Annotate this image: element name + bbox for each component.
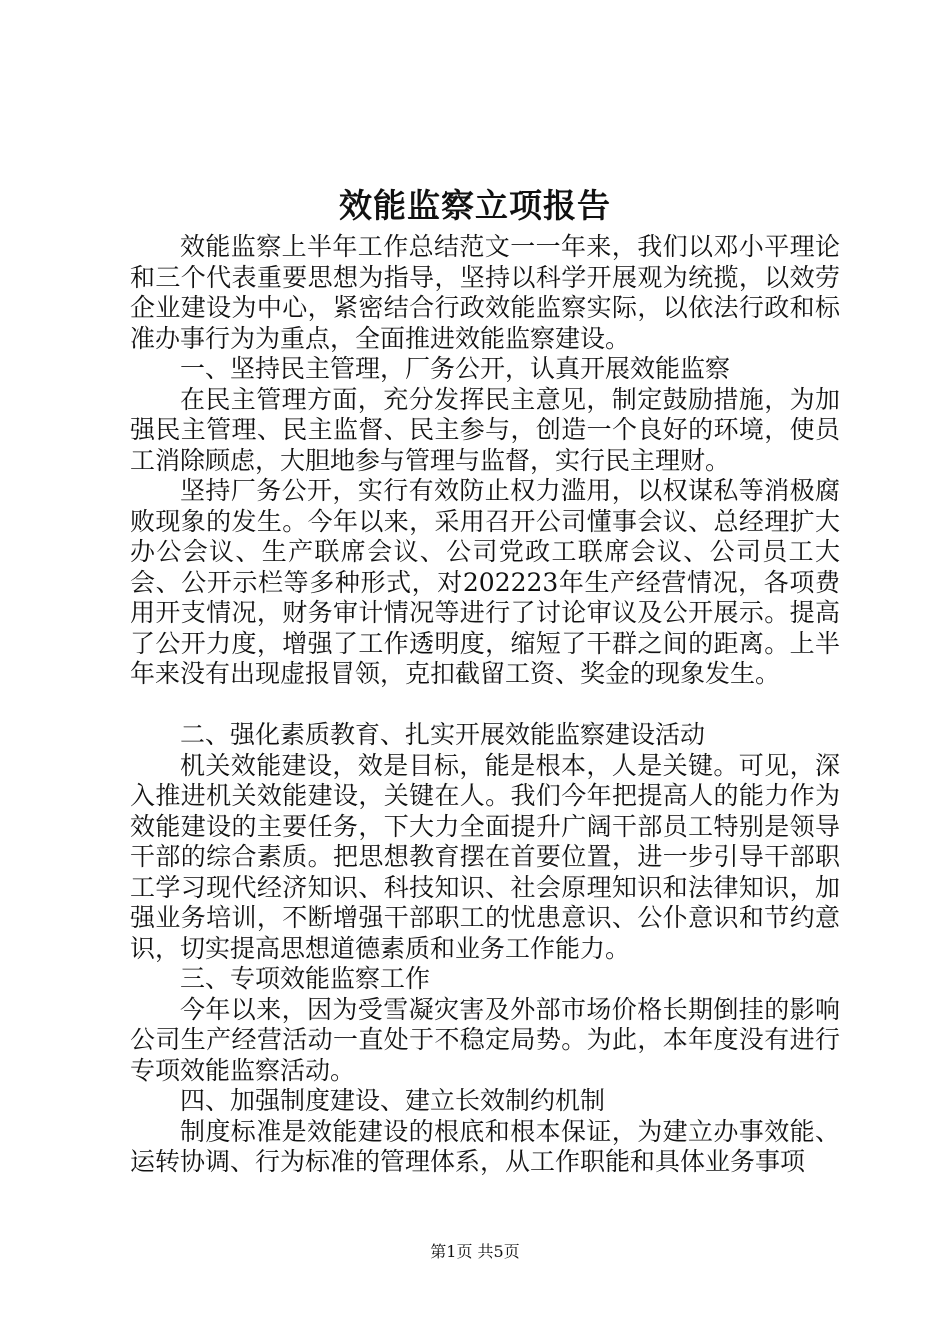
paragraph-special-supervision: 今年以来，因为受雪凝灾害及外部市场价格长期倒挂的影响公司生产经营活动一直处于不稳定局势。为此，本年度没有进行专项效能监察活动。 [130,994,840,1085]
paragraph-factory-affairs: 坚持厂务公开，实行有效防止权力滥用，以权谋私等消极腐败现象的发生。今年以来，采用召开公司懂事会议、总经理扩大办公会议、生产联席会议、公司党政工联席会议、公司员工大会、公开示栏等多种形式，对202223年生产经营情况，各项费用开支情况，财务审计情况等进行了讨论审议及公开展示。提高了公开力度，增强了工作透明度，缩短了干群之间的距离。上半年来没有出现虚报冒领，克扣截留工资、奖金的现象发生。 [130,476,840,688]
paragraph-system-construction: 制度标准是效能建设的根底和根本保证，为建立办事效能、运转协调、行为标准的管理体系，从工作职能和具体业务事项 [130,1116,840,1176]
paragraph-spacer [130,690,840,721]
document-title: 效能监察立项报告 [339,186,611,225]
section-heading-2: 二、强化素质教育、扎实开展效能监察建设活动 [180,720,706,749]
paragraph-intro: 效能监察上半年工作总结范文一一年来，我们以邓小平理论和三个代表重要思想为指导，坚持以科学开展观为统揽，以效劳企业建设为中心，紧密结合行政效能监察实际，以依法行政和标准办事行为为重点，全面推进效能监察建设。 [130,232,840,353]
section-heading-3: 三、专项效能监察工作 [180,964,431,993]
section-heading-1: 一、坚持民主管理，厂务公开，认真开展效能监察 [180,354,731,383]
section-heading-4: 四、加强制度建设、建立长效制约机制 [180,1086,606,1115]
paragraph-democratic-management: 在民主管理方面，充分发挥民主意见，制定鼓励措施，为加强民主管理、民主监督、民主参与，创造一个良好的环境，使员工消除顾虑，大胆地参与管理与监督，实行民主理财。 [130,384,840,475]
page-footer: 第1页 共5页 [430,1242,520,1261]
paragraph-quality-education: 机关效能建设，效是目标，能是根本，人是关键。可见，深入推进机关效能建设，关键在人。我们今年把提高人的能力作为效能建设的主要任务，下大力全面提升广阔干部员工特别是领导干部的综合素质。把思想教育摆在首要位置，进一步引导干部职工学习现代经济知识、科技知识、社会原理知识和法律知识，加强业务培训，不断增强干部职工的忧患意识、公仆意识和节约意识，切实提高思想道德素质和业务工作能力。 [130,750,840,963]
document-body [130,232,840,1178]
